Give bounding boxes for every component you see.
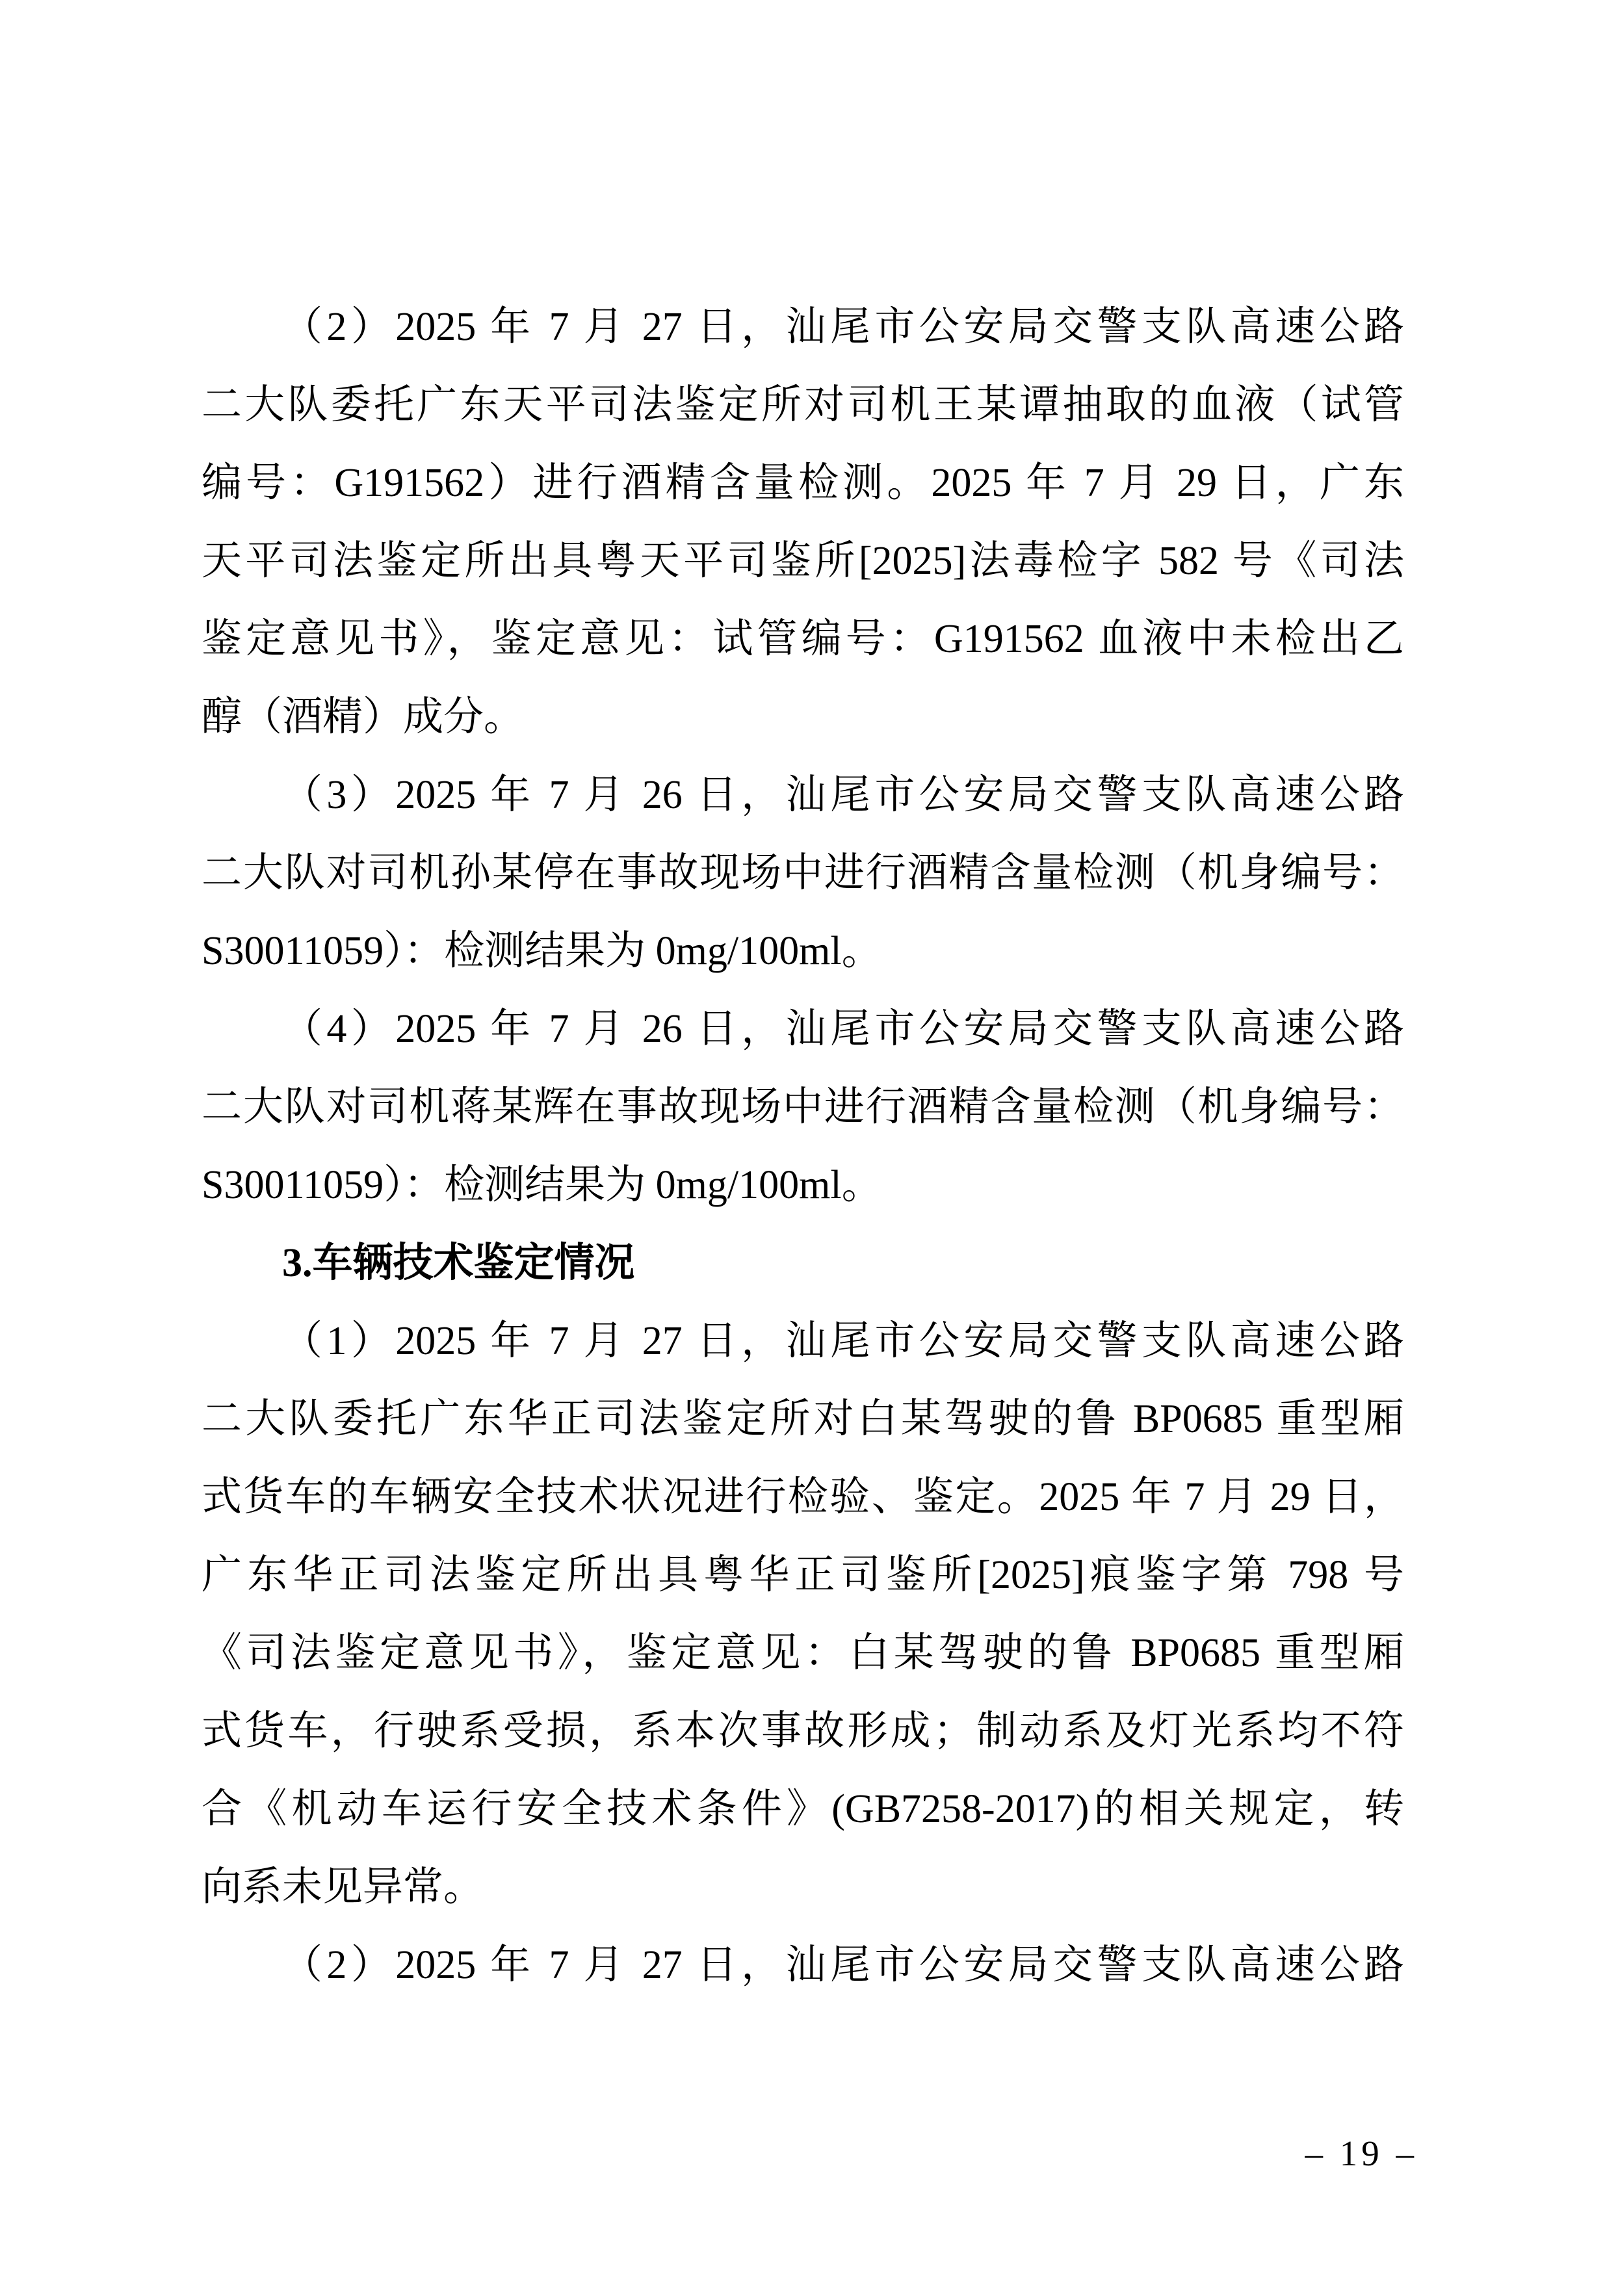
text-line: 编号：G191562）进行酒精含量检测。2025 年 7 月 29 日，广东 bbox=[202, 461, 1404, 505]
text-line: 广东华正司法鉴定所出具粤华正司鉴所[2025]痕鉴字第 798 号 bbox=[202, 1553, 1404, 1597]
text-line: 二大队对司机孙某停在事故现场中进行酒精含量检测（机身编号： bbox=[202, 851, 1404, 895]
text-line: 二大队对司机蒋某辉在事故现场中进行酒精含量检测（机身编号： bbox=[202, 1085, 1404, 1129]
text-line: 向系未见异常。 bbox=[202, 1865, 484, 1909]
text-line: 二大队委托广东天平司法鉴定所对司机王某谭抽取的血液（试管 bbox=[202, 383, 1404, 427]
text-line: 式货车，行驶系受损，系本次事故形成；制动系及灯光系均不符 bbox=[202, 1709, 1404, 1753]
text-line: （3）2025 年 7 月 26 日，汕尾市公安局交警支队高速公路 bbox=[282, 773, 1404, 817]
text-line: 天平司法鉴定所出具粤天平司鉴所[2025]法毒检字 582 号《司法 bbox=[202, 539, 1404, 583]
text-line: 鉴定意见书》，鉴定意见：试管编号：G191562 血液中未检出乙 bbox=[202, 617, 1404, 661]
section-heading: 3.车辆技术鉴定情况 bbox=[282, 1241, 635, 1285]
text-line: 二大队委托广东华正司法鉴定所对白某驾驶的鲁 BP0685 重型厢 bbox=[202, 1397, 1404, 1441]
text-line: （2）2025 年 7 月 27 日，汕尾市公安局交警支队高速公路 bbox=[282, 305, 1404, 349]
text-line: （4）2025 年 7 月 26 日，汕尾市公安局交警支队高速公路 bbox=[282, 1007, 1404, 1051]
text-line: S30011059）：检测结果为 0mg/100ml。 bbox=[202, 929, 882, 973]
text-line: 式货车的车辆安全技术状况进行检验、鉴定。2025 年 7 月 29 日， bbox=[202, 1475, 1404, 1519]
text-line: 醇（酒精）成分。 bbox=[202, 695, 525, 739]
text-line: （1）2025 年 7 月 27 日，汕尾市公安局交警支队高速公路 bbox=[282, 1319, 1404, 1363]
text-line: （2）2025 年 7 月 27 日，汕尾市公安局交警支队高速公路 bbox=[282, 1943, 1404, 1987]
text-line: 《司法鉴定意见书》，鉴定意见：白某驾驶的鲁 BP0685 重型厢 bbox=[202, 1631, 1404, 1675]
page-number: – 19 – bbox=[1305, 2133, 1418, 2173]
text-line: 合《机动车运行安全技术条件》(GB7258-2017)的相关规定，转 bbox=[202, 1787, 1404, 1831]
document-body bbox=[202, 288, 1404, 2004]
text-line: S30011059）：检测结果为 0mg/100ml。 bbox=[202, 1163, 882, 1207]
